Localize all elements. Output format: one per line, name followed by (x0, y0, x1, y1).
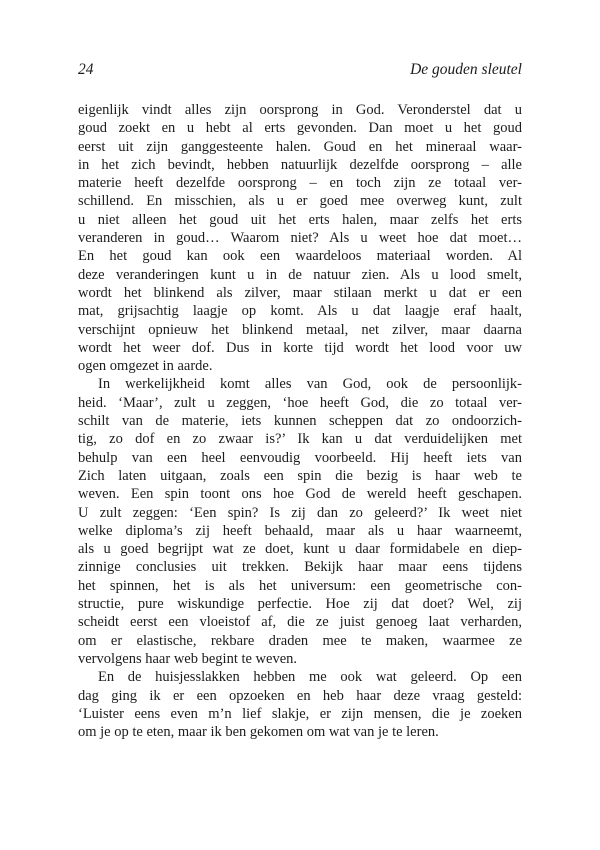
text-line: scheidt eerst een vloeistof af, die ze juist genoeg laat verharden, (78, 614, 522, 631)
text-line: schilt van de materie, iets kunnen scheppen dat zo ondoorzich- (78, 413, 522, 430)
text-line: goud zoekt en u hebt al erts gevonden. Dan moet u het goud (78, 120, 522, 137)
text-line: eigenlijk vindt alles zijn oorsprong in God. Veronderstel dat u (78, 102, 522, 118)
text-line: tig, zo dof en zo zwaar is?’ Ik kan u dat verduidelijken met (78, 431, 522, 448)
text-line: wordt het weer dof. Dus in korte tijd wordt het lood voor uw (78, 339, 522, 356)
text-line: zinnige conclusies uit trekken. Bekijk haar maar eens tijdens (78, 559, 522, 576)
text-line: vervolgens haar web begint te weven. (78, 650, 298, 667)
text-line: behulp van een heel eenvoudig voorbeeld. Hij heeft iets van (78, 449, 522, 466)
text-line: om je op te eten, maar ik ben gekomen om wat van je te leren. (78, 724, 439, 741)
text-line: ogen omgezet in aarde. (78, 358, 213, 375)
text-line: U zult zeggen: ‘Een spin? Is zij dan zo geleerd?’ Ik weet niet (78, 504, 522, 521)
text-line: materie heeft dezelfde oorsprong – en toch zijn ze totaal ver- (78, 175, 522, 192)
text-line: wordt het blinkend als zilver, maar stilaan merkt u dat er een (78, 284, 522, 301)
text-line: heid. ‘Maar’, zult u zeggen, ‘hoe heeft God, die zo totaal ver- (78, 394, 522, 411)
text-line: in het zich bevindt, hebben natuurlijk dezelfde oorsprong – alle (78, 156, 522, 173)
text-line: u niet alleen het goud uit het erts halen, maar zelfs het erts (78, 211, 522, 228)
text-line: om er elastische, rekbare draden mee te maken, waarmee ze (78, 632, 522, 649)
text-line: welke diploma’s zij heeft behaald, maar als u haar waarneemt, (78, 522, 522, 539)
text-line: dag ging ik er een opzoeken en heb haar deze vraag gesteld: (78, 687, 522, 704)
page-header (78, 61, 522, 78)
page-number: 24 (78, 61, 94, 78)
paragraph (78, 101, 522, 375)
paragraph (78, 668, 522, 741)
text-line: In werkelijkheid komt alles van God, ook de persoonlijk- (98, 376, 522, 393)
text-line: schillend. En misschien, als u er goed mee overweg kunt, zult (78, 193, 522, 210)
text-line: veranderen in goud… Waarom niet? Als u weet hoe dat moet… (78, 230, 522, 247)
running-title: De gouden sleutel (410, 61, 522, 78)
text-line: mat, grijsachtig laagje op komt. Als u dat laagje eraf haalt, (78, 303, 522, 320)
text-line: het spinnen, het is als het universum: een geometrische con- (78, 577, 522, 594)
text-line: En het goud kan ook een waardeloos materiaal worden. Al (78, 248, 522, 265)
page-body (78, 101, 522, 741)
text-line: weven. Een spin toont ons hoe God de wereld heeft geschapen. (78, 486, 522, 503)
text-line: ‘Luister eens even m’n lief slakje, er zijn mensen, die je zoeken (78, 705, 522, 722)
text-line: structie, pure wiskundige perfectie. Hoe zij dat doet? Wel, zij (78, 596, 522, 613)
text-line: deze veranderingen kunt u in de natuur zien. Als u lood smelt, (78, 266, 522, 283)
paragraph (78, 375, 522, 668)
text-line: Zich laten uitgaan, zoals een spin die bezig is haar web te (78, 467, 522, 484)
text-line: En de huisjesslakken hebben me ook wat geleerd. Op een (98, 669, 522, 686)
text-line: eerst uit zijn ganggesteente halen. Goud en het mineraal waar- (78, 138, 522, 155)
text-line: als u goed begrijpt wat ze doet, kunt u daar formidabele en diep- (78, 541, 522, 558)
text-line: verschijnt opnieuw het blinkend metaal, net zilver, maar daarna (78, 321, 522, 338)
